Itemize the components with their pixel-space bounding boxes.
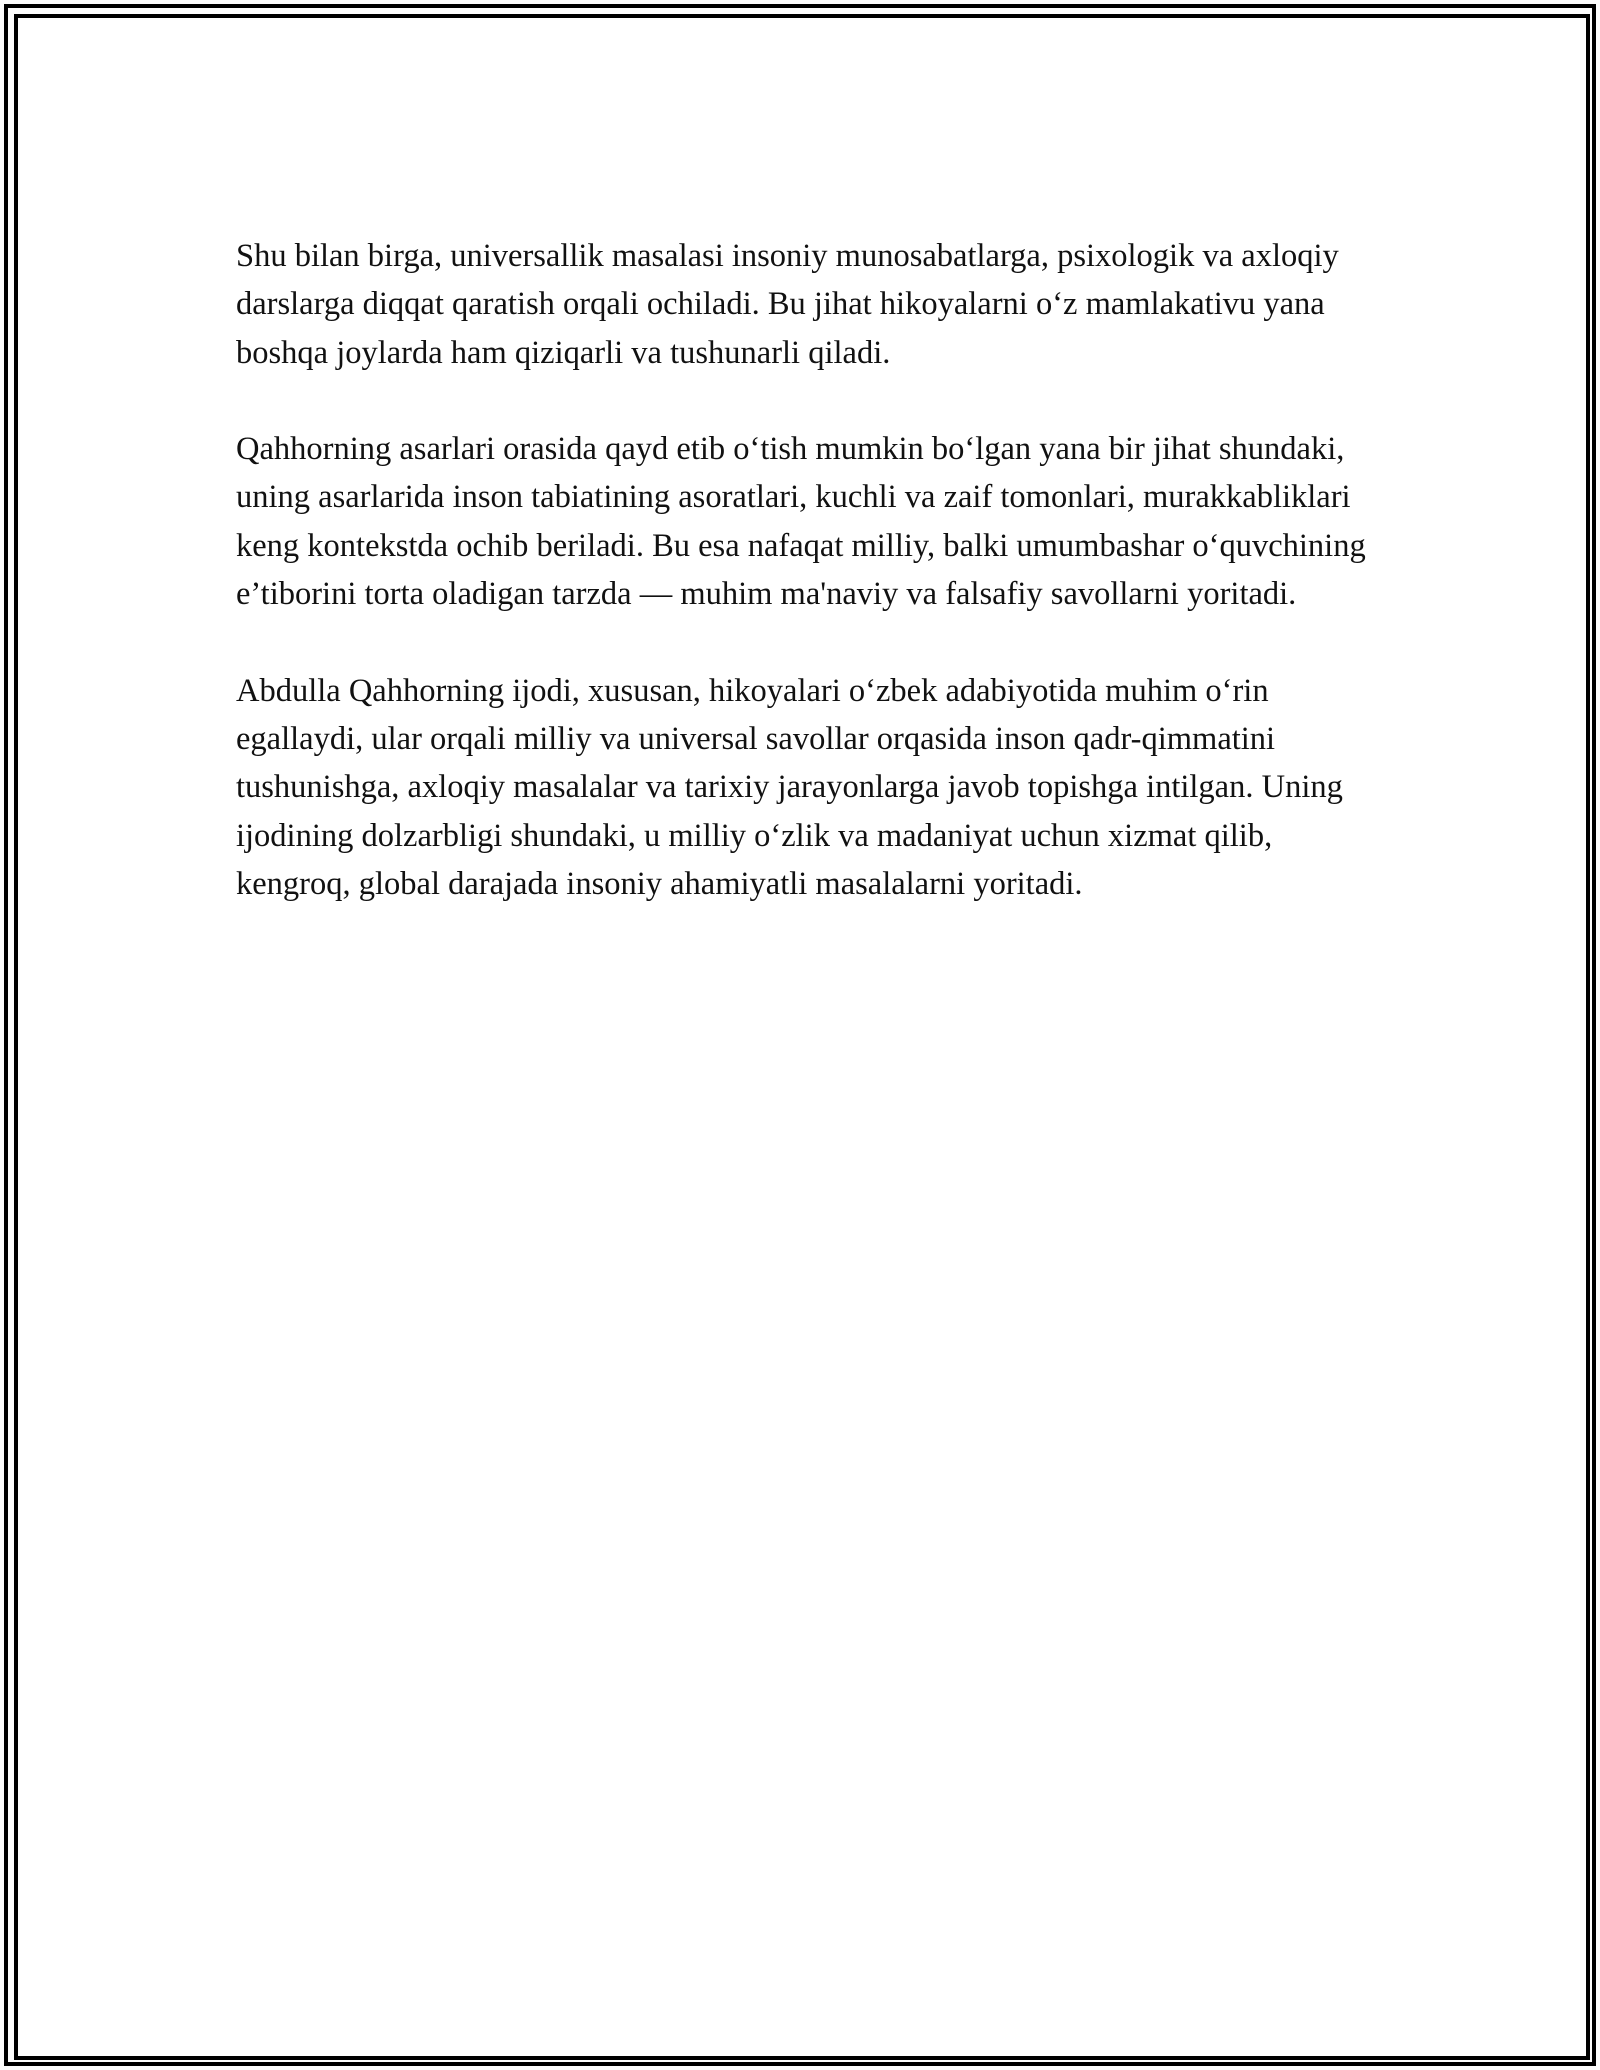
paragraph-2: Qahhorning asarlari orasida qayd etib o‘tish mumkin bo‘lgan yana bir jihat shundaki, uning asarlarida inson tabiatining asoratlari, kuchli va zaif tomonlari, murakkabliklari keng kontekstda ochib beriladi. Bu esa nafaqat milliy, balki umumbashar o‘quvchining e’tiborini torta oladigan tarzda — muhim ma'naviy va falsafiy savollarni yoritadi.	[236, 431, 1366, 613]
paragraph-1: Shu bilan birga, universallik masalasi insoniy munosabatlarga, psixologik va axloqiy darslarga diqqat qaratish orqali ochiladi. Bu jihat hikoyalarni o‘z mamlakativu yana boshqa joylarda ham qiziqarli va tushunarli qiladi.	[236, 238, 1339, 371]
document-body	[236, 232, 1366, 956]
paragraph-3: Abdulla Qahhorning ijodi, xususan, hikoyalari o‘zbek adabiyotida muhim o‘rin egallaydi, ular orqali milliy va universal savollar orqasida inson qadr-qimmatini tushunishga, axloqiy masalalar va tarixiy jarayonlarga javob topishga intilgan. Uning ijodining dolzarbligi shundaki, u milliy o‘zlik va madaniyat uchun xizmat qilib, kengroq, global darajada insoniy ahamiyatli masalalarni yoritadi.	[236, 672, 1343, 902]
